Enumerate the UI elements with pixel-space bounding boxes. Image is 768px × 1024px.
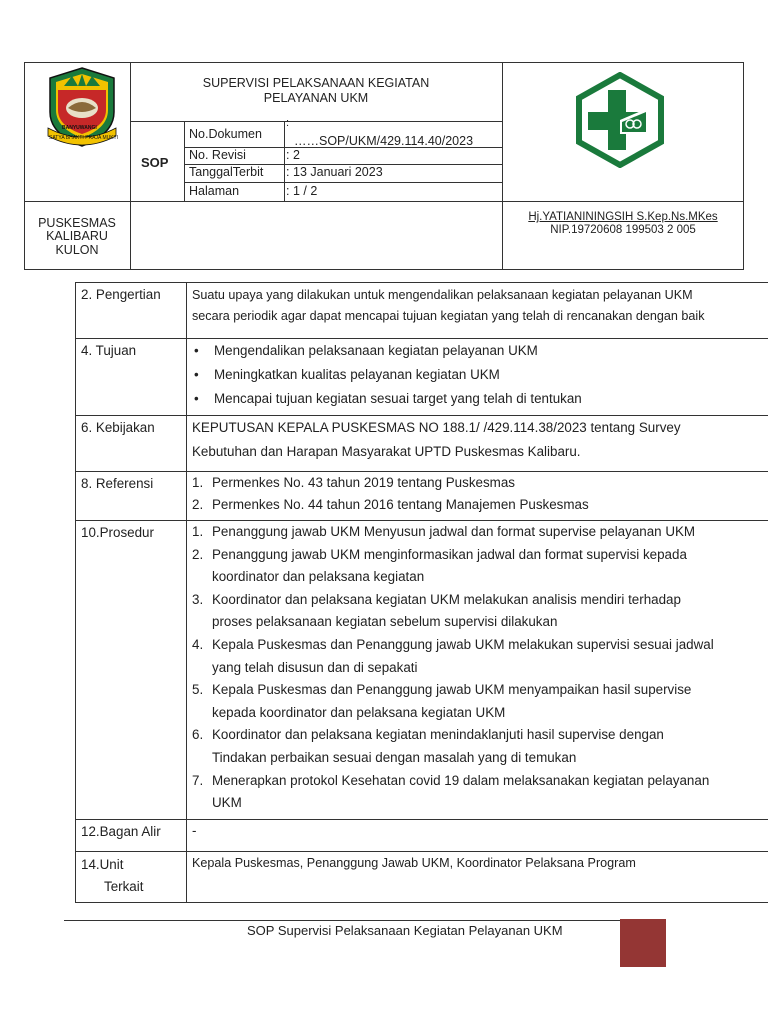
list-item: 2. Permenkes No. 44 tahun 2016 tentang Manajemen Puskesmas: [192, 497, 589, 512]
row-label: 8. Referensi: [76, 472, 187, 521]
header-divider: [24, 201, 744, 202]
puskesmas-logo-icon: [572, 72, 668, 168]
revision-value: 2: [293, 148, 300, 162]
signer-nip: NIP.19720608 199503 2 005: [550, 224, 696, 236]
row-tujuan: [76, 339, 768, 416]
list-item-text: Kepala Puskesmas dan Penanggung jawab UKM menyampaikan hasil supervise: [212, 682, 692, 698]
row-label-line: Terkait: [104, 878, 144, 894]
page-value: 1 / 2: [293, 184, 318, 198]
row-label: 2. Pengertian: [76, 283, 187, 339]
list-item: • Mencapai tujuan kegiatan sesuai target yang telah di tentukan: [192, 387, 768, 411]
list-item-text: Penanggung jawab UKM Menyusun jadwal dan format supervise pelayanan UKM: [212, 524, 696, 539]
list-item: 1. Penanggung jawab UKM Menyusun jadwal dan format supervise pelayanan UKM: [192, 524, 696, 539]
signer-name: Hj.YATIANININGSIH S.Kep.Ns.MKes: [528, 211, 718, 223]
row-label: 4. Tujuan: [76, 339, 187, 416]
row-label: [76, 851, 187, 902]
list-item-continued: yang telah disusun dan di sepakati: [212, 659, 418, 675]
revision-label: No. Revisi: [189, 148, 246, 162]
list-item: 3. Koordinator dan pelaksana kegiatan UKM melakukan analisis mendiri terhadap: [192, 591, 681, 607]
page-label: Halaman: [189, 184, 240, 198]
doc-number-separator: :: [286, 117, 290, 129]
list-item-text: Koordinator dan pelaksana kegiatan menindaklanjuti hasil supervise dengan: [212, 727, 664, 743]
revision-separator: :: [286, 148, 290, 162]
list-item: • Meningkatkan kualitas pelayanan kegiatan UKM: [192, 363, 768, 387]
list-item-text: Menerapkan protokol Kesehatan covid 19 dalam melaksanakan kegiatan pelayanan: [212, 772, 710, 788]
org-name-line1: PUSKESMAS: [38, 216, 116, 230]
header-divider: [130, 121, 502, 122]
crest-banner-text: BANYUWANGI: [62, 125, 97, 131]
page-number-box: [620, 919, 666, 967]
list-item-text: Koordinator dan pelaksana kegiatan UKM melakukan analisis mendiri terhadap: [212, 591, 681, 607]
pengertian-line: Suatu upaya yang dilakukan untuk mengendalikan pelaksanaan kegiatan pelayanan UKM: [192, 288, 693, 302]
doc-number-value: ……SOP/UKM/429.114.40/2023: [294, 134, 474, 148]
issue-date-value: 13 Januari 2023: [293, 165, 383, 179]
doc-number-label: No.Dokumen: [189, 127, 262, 141]
crest-motto-text: SATYA BHAKTI PRAJA MUKTI: [49, 135, 118, 141]
tujuan-list: [187, 339, 768, 416]
list-item-text: Permenkes No. 44 tahun 2016 tentang Manajemen Puskesmas: [212, 497, 589, 512]
pengertian-text: [187, 283, 768, 339]
list-item: 6. Koordinator dan pelaksana kegiatan menindaklanjuti hasil supervise dengan: [192, 727, 664, 743]
list-item-text: Permenkes No. 43 tahun 2019 tentang Puskesmas: [212, 475, 515, 490]
list-item-continued: kepada koordinator dan pelaksana kegiatan UKM: [212, 704, 506, 720]
kebijakan-line: KEPUTUSAN KEPALA PUSKESMAS NO 188.1/ /429.114.38/2023 tentang Survey: [192, 420, 681, 435]
row-bagan-alir: [76, 819, 768, 851]
list-item: 1. Permenkes No. 43 tahun 2019 tentang Puskesmas: [192, 475, 515, 490]
sop-label: SOP: [141, 155, 169, 170]
footer-rule: [64, 920, 622, 921]
list-item-continued: proses pelaksanaan kegiatan sebelum supervisi dilakukan: [212, 614, 558, 630]
list-item: • Mengendalikan pelaksanaan kegiatan pelayanan UKM: [192, 339, 768, 363]
issue-date-separator: :: [286, 165, 290, 179]
row-unit-terkait: [76, 851, 768, 902]
list-item-continued: Tindakan perbaikan sesuai dengan masalah yang di temukan: [212, 749, 577, 765]
list-item-continued: UKM: [212, 795, 242, 811]
row-prosedur: [76, 521, 768, 820]
unit-terkait-value: Kepala Puskesmas, Penanggung Jawab UKM, Koordinator Pelaksana Program: [187, 851, 768, 902]
list-item: 4. Kepala Puskesmas dan Penanggung jawab UKM melakukan supervisi sesuai jadwal: [192, 636, 714, 652]
header-divider: [184, 121, 185, 201]
row-referensi: [76, 472, 768, 521]
header-divider: [502, 62, 503, 270]
org-name-line3: KULON: [55, 243, 99, 257]
list-item-text: Kepala Puskesmas dan Penanggung jawab UKM melakukan supervisi sesuai jadwal: [212, 636, 714, 652]
list-item: 2. Penanggung jawab UKM menginformasikan jadwal dan format supervisi kepada: [192, 546, 687, 562]
row-label: 6. Kebijakan: [76, 416, 187, 472]
list-item: 7. Menerapkan protokol Kesehatan covid 19 dalam melaksanakan kegiatan pelayanan: [192, 772, 710, 788]
page-separator: :: [286, 184, 290, 198]
prosedur-list: [187, 521, 768, 820]
row-label: 10.Prosedur: [76, 521, 187, 820]
document-title-line2: PELAYANAN UKM: [263, 91, 369, 105]
header-divider: [284, 121, 285, 201]
pengertian-line: secara periodik agar dapat mencapai tujuan kegiatan yang telah di rencanakan dengan baik: [192, 309, 705, 323]
issue-date-label: TanggalTerbit: [189, 165, 264, 179]
row-label-line: 14.Unit: [81, 856, 124, 872]
row-pengertian: [76, 283, 768, 339]
sop-content-table: [75, 282, 768, 903]
row-label: 12.Bagan Alir: [76, 819, 187, 851]
list-item-continued: koordinator dan pelaksana kegiatan: [212, 569, 425, 585]
header-divider: [184, 182, 502, 183]
list-item-text: Penanggung jawab UKM menginformasikan jadwal dan format supervisi kepada: [212, 546, 687, 562]
referensi-list: [187, 472, 768, 521]
kebijakan-line: Kebutuhan dan Harapan Masyarakat UPTD Puskesmas Kalibaru.: [192, 444, 581, 459]
kebijakan-text: [187, 416, 768, 472]
row-kebijakan: [76, 416, 768, 472]
org-name-line2: KALIBARU: [46, 229, 108, 243]
footer-text: SOP Supervisi Pelaksanaan Kegiatan Pelayanan UKM: [247, 923, 563, 938]
list-item: 5. Kepala Puskesmas dan Penanggung jawab UKM menyampaikan hasil supervise: [192, 682, 692, 698]
bagan-alir-value: -: [187, 819, 768, 851]
document-title-line1: SUPERVISI PELAKSANAAN KEGIATAN: [202, 76, 430, 90]
